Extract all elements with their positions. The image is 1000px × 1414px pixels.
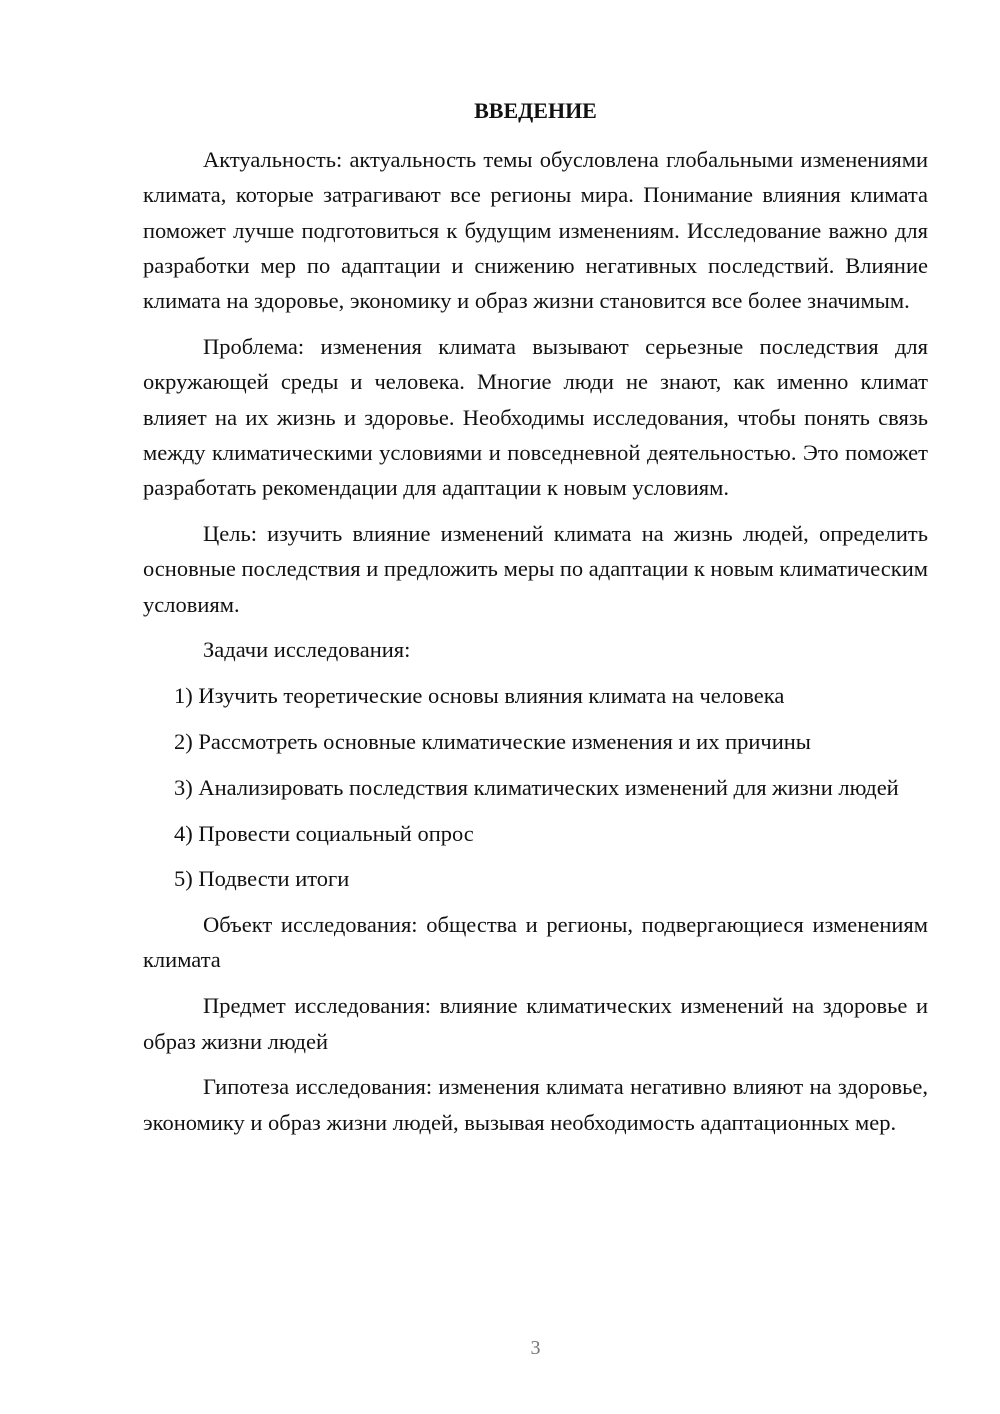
paragraph-object: Объект исследования: общества и регионы, подвергающиеся изменениям климата	[143, 912, 928, 973]
paragraph-relevance: Актуальность: актуальность темы обусловлена глобальными изменениями климата, которые затрагивают все регионы мира. Понимание влияния климата поможет лучше подготовиться к будущим изменениям. Исследование важно для разработки мер по адаптации и снижению негативных последствий. Влияние климата на здоровье, экономику и образ жизни становится все более значимым.	[143, 147, 928, 314]
paragraph-tasks-heading: Задачи исследования:	[203, 637, 411, 663]
body-text	[143, 142, 928, 1150]
task-item: 1) Изучить теоретические основы влияния климата на человека	[174, 683, 785, 709]
paragraph-problem: Проблема: изменения климата вызывают серьезные последствия для окружающей среды и человека. Многие люди не знают, как именно климат влияет на их жизнь и здоровье. Необходимы исследования, чтобы понять связь между климатическими условиями и повседневной деятельностью. Это поможет разработать рекомендации для адаптации к новым условиям.	[143, 333, 928, 501]
page-number: 3	[530, 1337, 541, 1359]
section-title: ВВЕДЕНИЕ	[474, 98, 597, 123]
task-item: 5) Подвести итоги	[174, 866, 350, 892]
paragraph-subject: Предмет исследования: влияние климатических изменений на здоровье и образ жизни людей	[143, 993, 928, 1054]
paragraph-hypothesis: Гипотеза исследования: изменения климата негативно влияют на здоровье, экономику и образ жизни людей, вызывая необходимость адаптационных мер.	[143, 1074, 928, 1135]
task-item: 2) Рассмотреть основные климатические изменения и их причины	[174, 728, 811, 754]
paragraph-goal: Цель: изучить влияние изменений климата на жизнь людей, определить основные последствия и предложить меры по адаптации к новым климатическим условиям.	[143, 520, 928, 617]
task-item: 3) Анализировать последствия климатических изменений для жизни людей	[174, 774, 899, 800]
task-item: 4) Провести социальный опрос	[174, 820, 474, 846]
